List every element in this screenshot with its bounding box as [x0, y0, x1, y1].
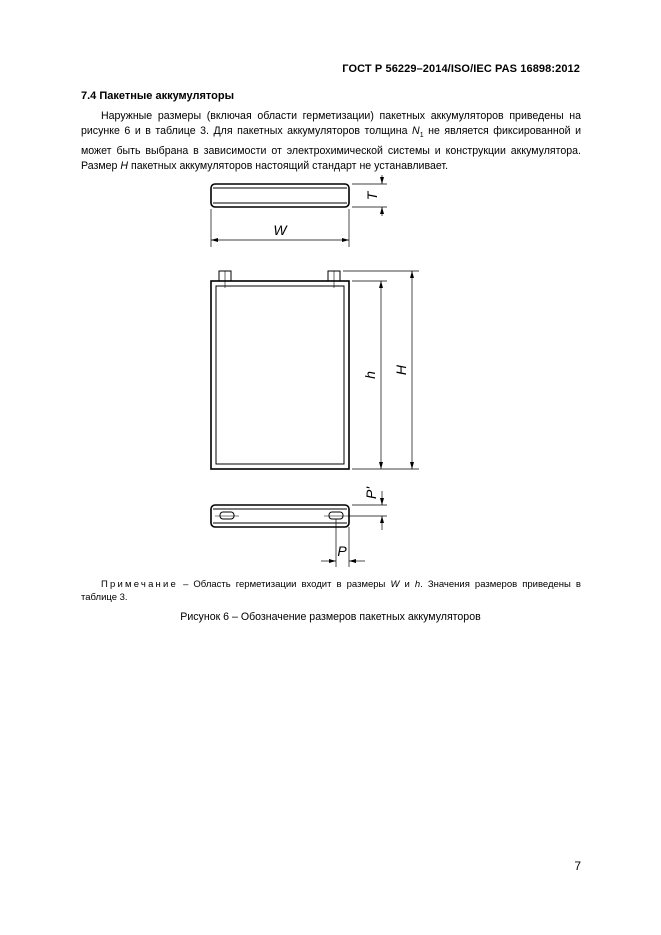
battery-dimension-drawing [195, 175, 430, 570]
section-title: 7.4 Пакетные аккумуляторы [81, 90, 234, 102]
label-h-large: H [393, 364, 409, 376]
bottom-view [211, 491, 387, 567]
paragraph-part-3: пакетных аккумуляторов настоящий стандарт не устанавливает. [128, 160, 449, 173]
note-text-2: . Значения размеров приведены в таблице 3. [81, 579, 581, 603]
paragraph-part-1: Наружные размеры (включая области герметизации) пакетных аккумуляторов приведены на рисунке 6 и в таблице 3. Для пакетных аккумуляторов толщина [81, 110, 581, 138]
label-p-prime: P' [363, 486, 379, 500]
body-paragraph [81, 109, 581, 175]
figure-caption: Рисунок 6 – Обозначение размеров пакетных аккумуляторов [180, 611, 481, 623]
label-p: P [337, 543, 347, 559]
label-h-small: h [362, 371, 378, 379]
var-n: $N_1$ [412, 125, 424, 140]
var-h: H [120, 160, 129, 173]
paragraph-part-2: не является фиксированной и может быть выбрана в зависимости от электрохимической системы и конструкции аккумулятора. Размер [81, 125, 581, 173]
page-number: 7 [574, 859, 581, 873]
label-t: T [364, 191, 380, 201]
note-var-h: h [414, 579, 421, 590]
figure-note [81, 578, 581, 604]
note-text-1: – Область герметизации входит в размеры [178, 579, 391, 590]
note-prefix: Примечание [101, 579, 178, 590]
front-view [211, 271, 419, 469]
document-header: ГОСТ Р 56229–2014/ISO/IEC PAS 16898:2012 [342, 63, 580, 75]
label-w: W [273, 222, 287, 238]
note-and: и [399, 579, 415, 590]
note-var-w: W [390, 579, 400, 590]
top-view [211, 175, 387, 247]
